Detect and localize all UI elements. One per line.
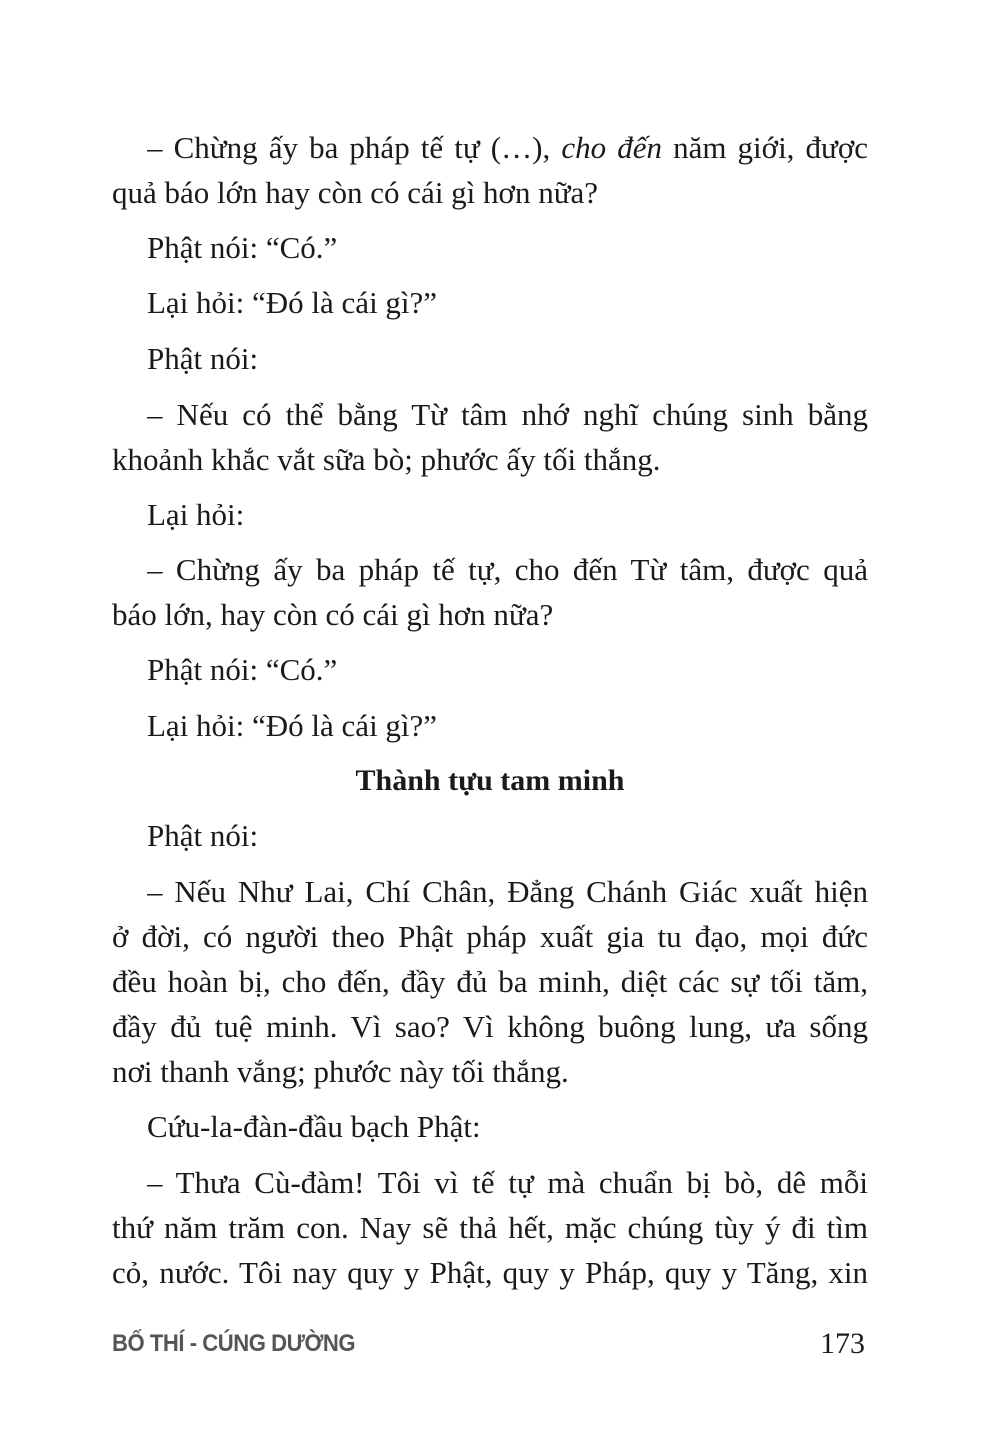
- paragraph-11-line-4: đầy đủ tuệ minh. Vì sao? Vì không buông lung, ưa sống: [112, 1009, 868, 1044]
- italic-text: cho đến: [561, 130, 662, 165]
- paragraph-1-line-1: [147, 128, 868, 168]
- paragraph-7-line-2: báo lớn, hay còn có cái gì hơn nữa?: [112, 597, 554, 632]
- paragraph-13-line-1: – Thưa Cù-đàm! Tôi vì tế tự mà chuẩn bị bò, dê mỗi: [147, 1165, 868, 1200]
- paragraph-10: Phật nói:: [147, 818, 259, 853]
- paragraph-1-line-2: quả báo lớn hay còn có cái gì hơn nữa?: [112, 175, 599, 210]
- paragraph-8: Phật nói: “Có.”: [147, 652, 338, 687]
- running-footer-title: BỐ THÍ - CÚNG DƯỜNG: [112, 1330, 356, 1357]
- paragraph-13-line-3: cỏ, nước. Tôi nay quy y Phật, quy y Pháp, quy y Tăng, xin: [112, 1255, 868, 1290]
- paragraph-9: Lại hỏi: “Đó là cái gì?”: [147, 708, 438, 743]
- paragraph-11-line-3: đều hoàn bị, cho đến, đầy đủ ba minh, diệt các sự tối tăm,: [112, 964, 868, 999]
- text-segment: năm giới, được: [661, 130, 868, 165]
- paragraph-5-line-1: – Nếu có thể bằng Từ tâm nhớ nghĩ chúng sinh bằng: [147, 397, 868, 432]
- paragraph-11-line-5: nơi thanh vắng; phước này tối thắng.: [112, 1054, 569, 1089]
- paragraph-2: Phật nói: “Có.”: [147, 230, 338, 265]
- paragraph-11-line-2: ở đời, có người theo Phật pháp xuất gia tu đạo, mọi đức: [112, 919, 868, 954]
- paragraph-13-line-2: thứ năm trăm con. Nay sẽ thả hết, mặc chúng tùy ý đi tìm: [112, 1210, 868, 1245]
- paragraph-6: Lại hỏi:: [147, 497, 245, 532]
- page-number: 173: [820, 1327, 865, 1360]
- paragraph-12: Cứu-la-đàn-đầu bạch Phật:: [147, 1109, 481, 1144]
- paragraph-5-line-2: khoảnh khắc vắt sữa bò; phước ấy tối thắng.: [112, 442, 661, 477]
- paragraph-7-line-1: – Chừng ấy ba pháp tế tự, cho đến Từ tâm, được quả: [147, 552, 868, 587]
- section-heading: Thành tựu tam minh: [355, 764, 625, 797]
- paragraph-4: Phật nói:: [147, 341, 259, 376]
- text-segment: – Chừng ấy ba pháp tế tự (…),: [147, 130, 562, 165]
- paragraph-11-line-1: – Nếu Như Lai, Chí Chân, Đẳng Chánh Giác xuất hiện: [147, 874, 868, 909]
- paragraph-3: Lại hỏi: “Đó là cái gì?”: [147, 285, 438, 320]
